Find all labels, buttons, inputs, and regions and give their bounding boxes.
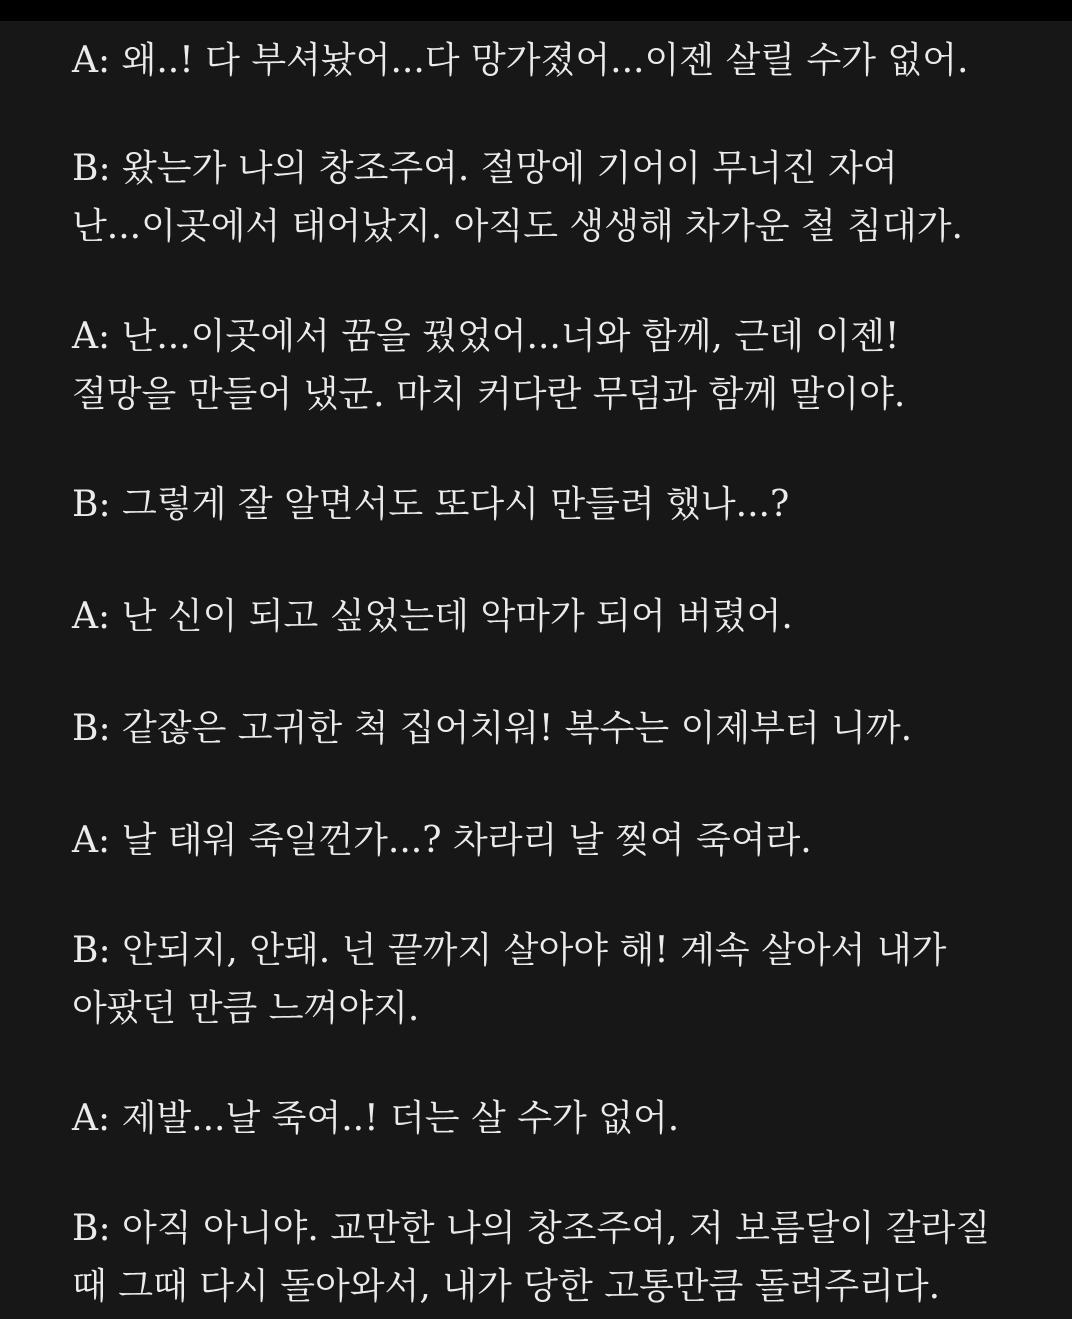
dialogue-line: A: 난 신이 되고 싶었는데 악마가 되어 버렸어. bbox=[72, 596, 793, 637]
dialogue-line: B: 안되지, 안돼. 넌 끝까지 살아야 해! 계속 살아서 내가 bbox=[72, 930, 947, 971]
dialogue-line: 때 그때 다시 돌아와서, 내가 당한 고통만큼 돌려주리다. bbox=[72, 1266, 941, 1307]
dialogue-line: B: 그렇게 잘 알면서도 또다시 만들려 했나...? bbox=[72, 484, 790, 525]
dialogue-line: 절망을 만들어 냈군. 마치 커다란 무덤과 함께 말이야. bbox=[72, 374, 906, 415]
dialogue-line: B: 아직 아니야. 교만한 나의 창조주여, 저 보름달이 갈라질 bbox=[72, 1208, 991, 1249]
status-bar bbox=[0, 0, 1072, 21]
text-page bbox=[0, 21, 1072, 1319]
dialogue-line: A: 왜..! 다 부셔놨어...다 망가졌어...이젠 살릴 수가 없어. bbox=[72, 40, 969, 81]
dialogue-line: A: 제발...날 죽여..! 더는 살 수가 없어. bbox=[72, 1098, 680, 1139]
dialogue-line: B: 왔는가 나의 창조주여. 절망에 기어이 무너진 자여 bbox=[72, 148, 898, 189]
dialogue-line: A: 날 태워 죽일껀가...? 차라리 날 찢여 죽여라. bbox=[72, 820, 812, 861]
dialogue-line: 난...이곳에서 태어났지. 아직도 생생해 차가운 철 침대가. bbox=[72, 206, 963, 247]
dialogue-line: B: 같잖은 고귀한 척 집어치워! 복수는 이제부터 니까. bbox=[72, 708, 913, 749]
dialogue-line: 아팠던 만큼 느껴야지. bbox=[72, 988, 420, 1029]
dialogue-line: A: 난...이곳에서 꿈을 꿨었어...너와 함께, 근데 이젠! bbox=[72, 316, 900, 357]
